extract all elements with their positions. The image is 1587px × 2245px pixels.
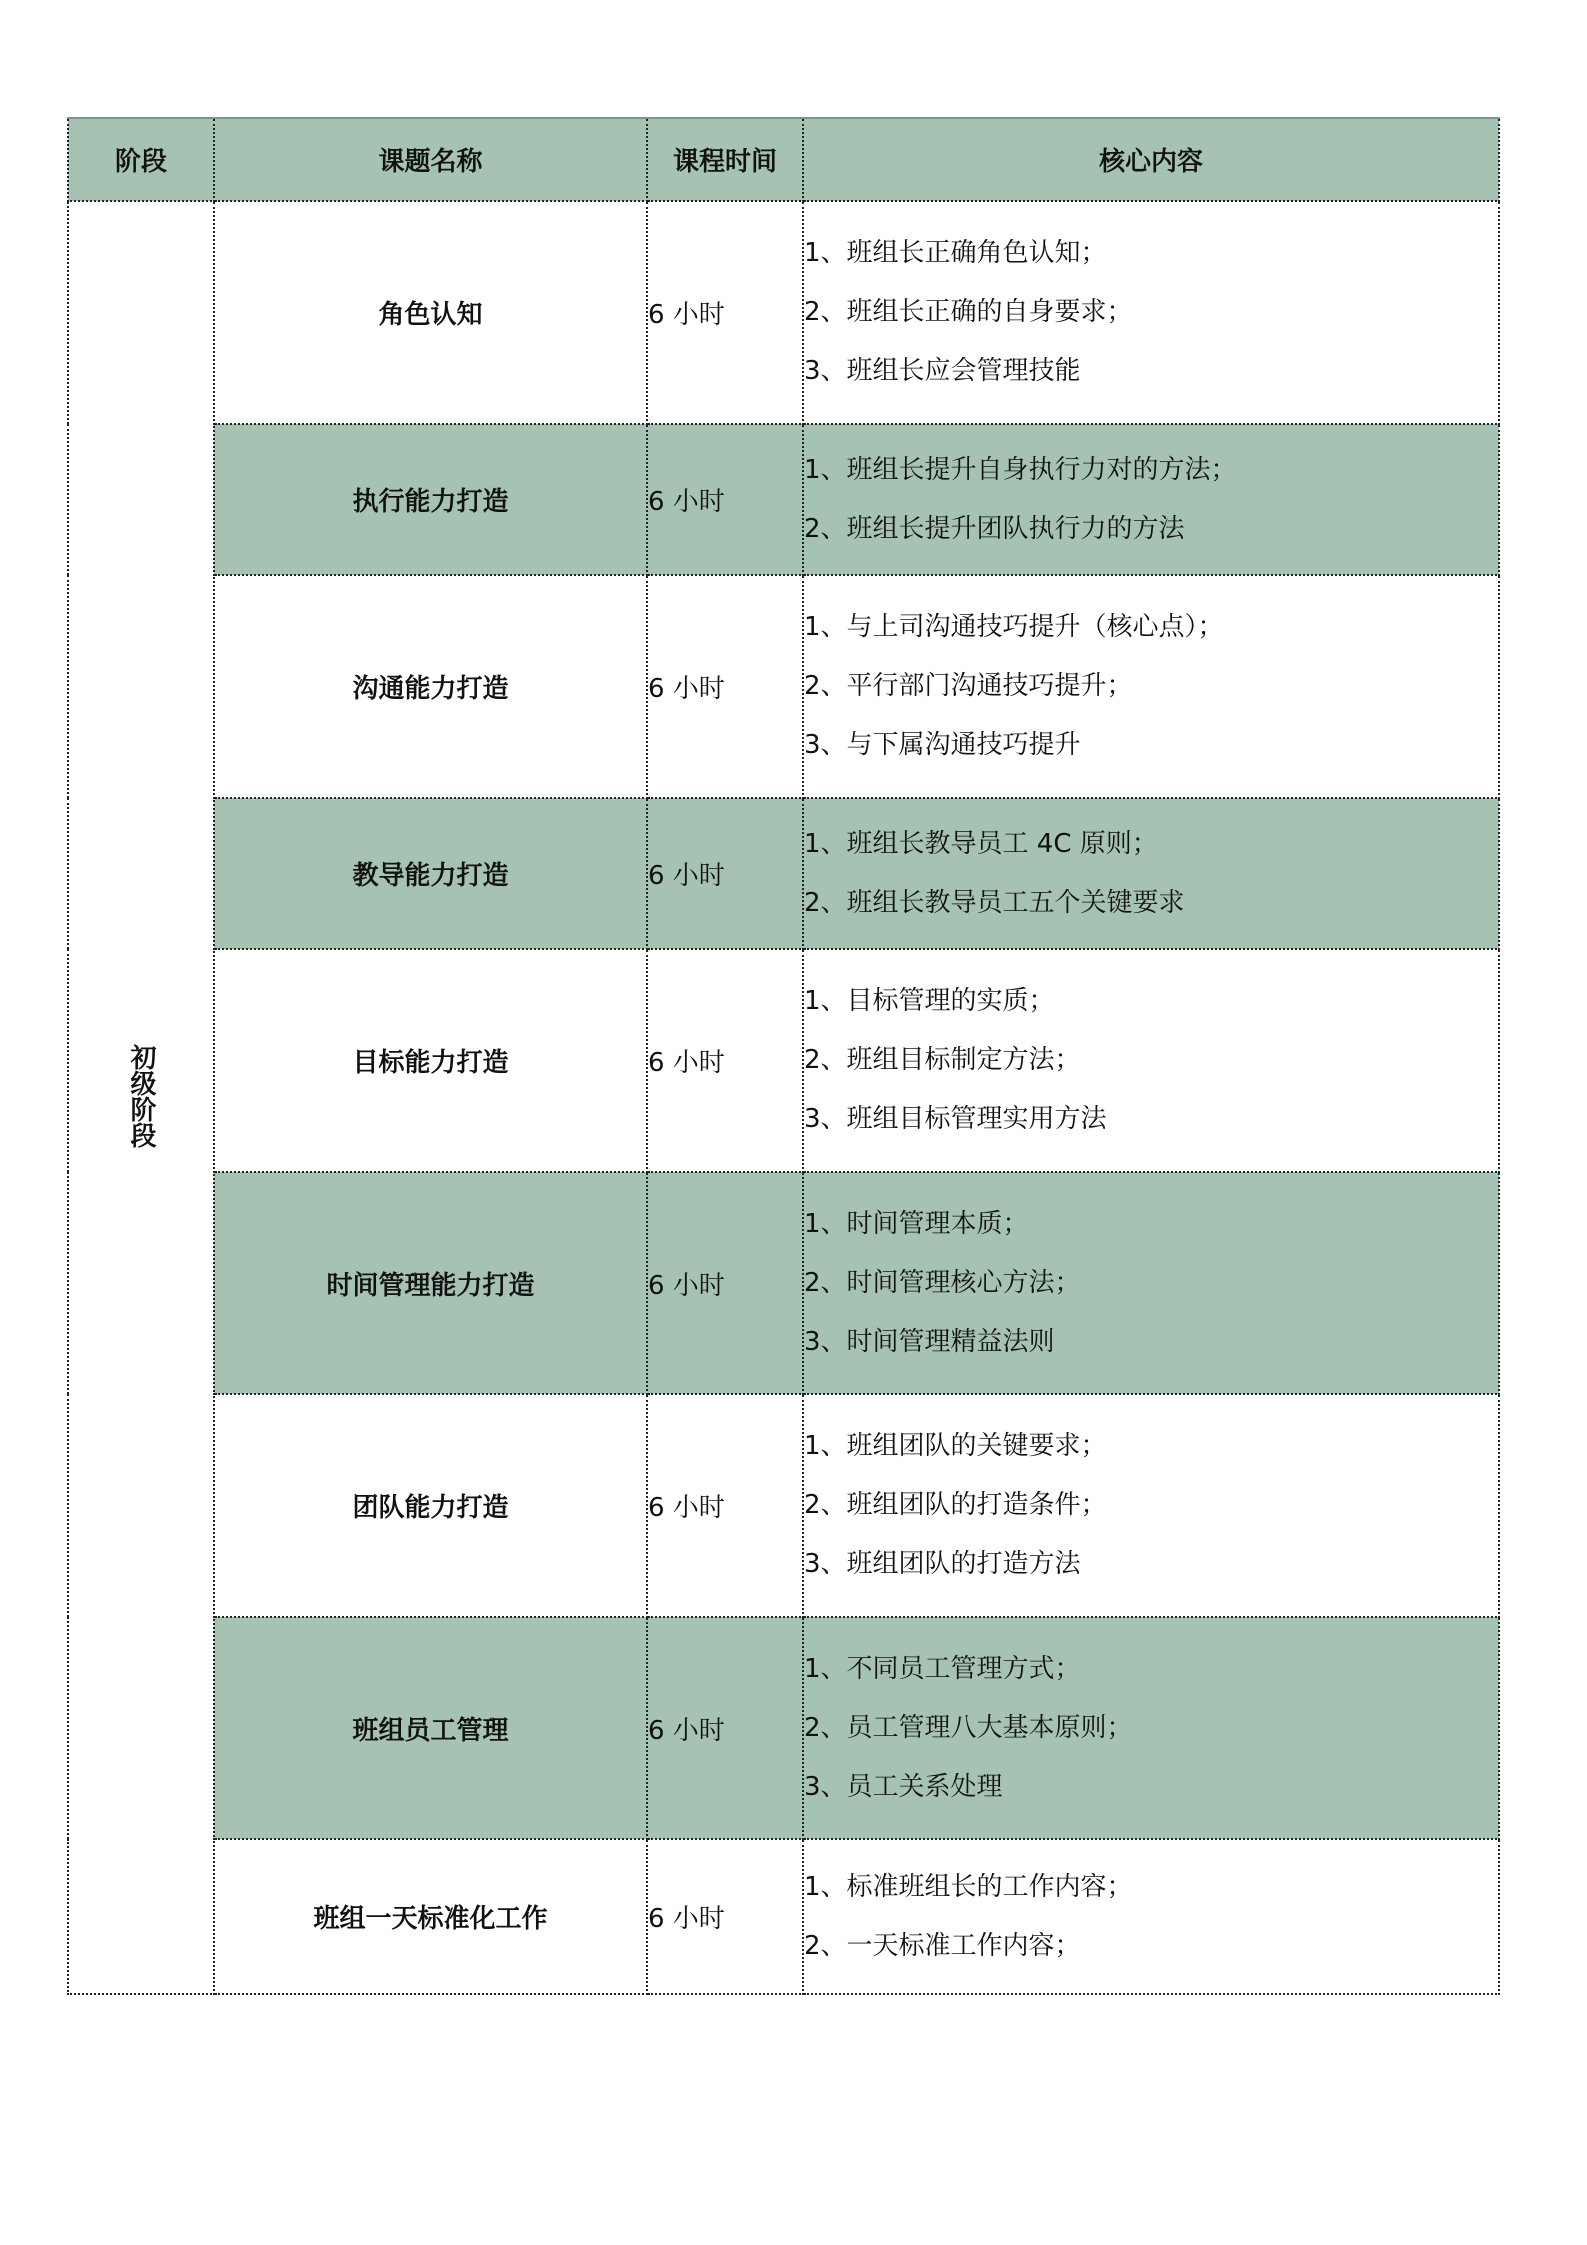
content-line: 1、不同员工管理方式； [804,1653,1081,1684]
course-name-cell: 班组员工管理 [214,1617,647,1839]
content-line: 2、班组目标制定方法； [804,1045,1081,1075]
content-line: 2、班组长提升团队执行力的方法 [804,513,1185,544]
content-line: 2、班组长正确的自身要求； [804,297,1133,327]
table-row [68,1839,1499,1994]
content-line: 2、班组团队的打造条件； [804,1490,1107,1520]
core-content-cell [803,1394,1499,1617]
content-line: 3、班组目标管理实用方法 [804,1104,1107,1134]
table-row [68,575,1499,798]
table-row [68,1172,1499,1394]
core-content-cell [803,1617,1499,1839]
course-time-cell: 6 小时 [647,201,803,424]
course-name-cell: 教导能力打造 [214,798,647,949]
course-name-cell: 沟通能力打造 [214,575,647,798]
course-time-cell: 6 小时 [647,798,803,949]
content-line: 1、目标管理的实质； [804,986,1055,1016]
content-line: 2、班组长教导员工五个关键要求 [804,887,1185,918]
content-line: 3、时间管理精益法则 [804,1326,1055,1357]
course-time-cell: 6 小时 [647,949,803,1172]
content-line: 2、时间管理核心方法； [804,1267,1081,1298]
core-content-cell [803,949,1499,1172]
table-row [68,949,1499,1172]
course-name-cell: 团队能力打造 [214,1394,647,1617]
content-line: 1、班组长正确角色认知； [804,238,1107,268]
content-line: 1、班组团队的关键要求； [804,1431,1107,1461]
course-time-cell: 6 小时 [647,1617,803,1839]
table-row [68,1617,1499,1839]
content-line: 3、员工关系处理 [804,1771,1003,1802]
core-content-cell [803,1172,1499,1394]
header-course-name: 课题名称 [214,118,647,201]
table-row [68,798,1499,949]
course-name-cell: 班组一天标准化工作 [214,1839,647,1994]
table-row [68,201,1499,424]
course-name-cell: 角色认知 [214,201,647,424]
table-header-row [68,118,1499,201]
content-line: 3、班组团队的打造方法 [804,1549,1081,1579]
content-line: 2、员工管理八大基本原则； [804,1712,1133,1743]
course-schedule-table [67,117,1500,1995]
course-time-cell: 6 小时 [647,1394,803,1617]
content-line: 1、标准班组长的工作内容； [804,1871,1133,1902]
course-time-cell: 6 小时 [647,1839,803,1994]
content-line: 1、班组长提升自身执行力对的方法； [804,454,1237,485]
core-content-cell [803,798,1499,949]
core-content-cell [803,575,1499,798]
header-stage: 阶段 [68,118,214,201]
stage-label: 初级阶段 [126,1043,156,1148]
course-time-cell: 6 小时 [647,1172,803,1394]
content-line: 2、平行部门沟通技巧提升； [804,671,1133,701]
stage-cell [68,201,214,1994]
table-row [68,424,1499,575]
content-line: 2、一天标准工作内容； [804,1930,1081,1961]
content-line: 3、与下属沟通技巧提升 [804,730,1081,760]
course-time-cell: 6 小时 [647,575,803,798]
header-course-time: 课程时间 [647,118,803,201]
content-line: 1、班组长教导员工 4C 原则； [804,828,1158,859]
core-content-cell [803,424,1499,575]
header-core-content: 核心内容 [803,118,1499,201]
course-name-cell: 时间管理能力打造 [214,1172,647,1394]
core-content-cell [803,1839,1499,1994]
content-line: 1、时间管理本质； [804,1208,1029,1239]
course-name-cell: 执行能力打造 [214,424,647,575]
table-row [68,1394,1499,1617]
course-time-cell: 6 小时 [647,424,803,575]
core-content-cell [803,201,1499,424]
content-line: 3、班组长应会管理技能 [804,356,1081,386]
content-line: 1、与上司沟通技巧提升（核心点）； [804,612,1224,642]
course-name-cell: 目标能力打造 [214,949,647,1172]
